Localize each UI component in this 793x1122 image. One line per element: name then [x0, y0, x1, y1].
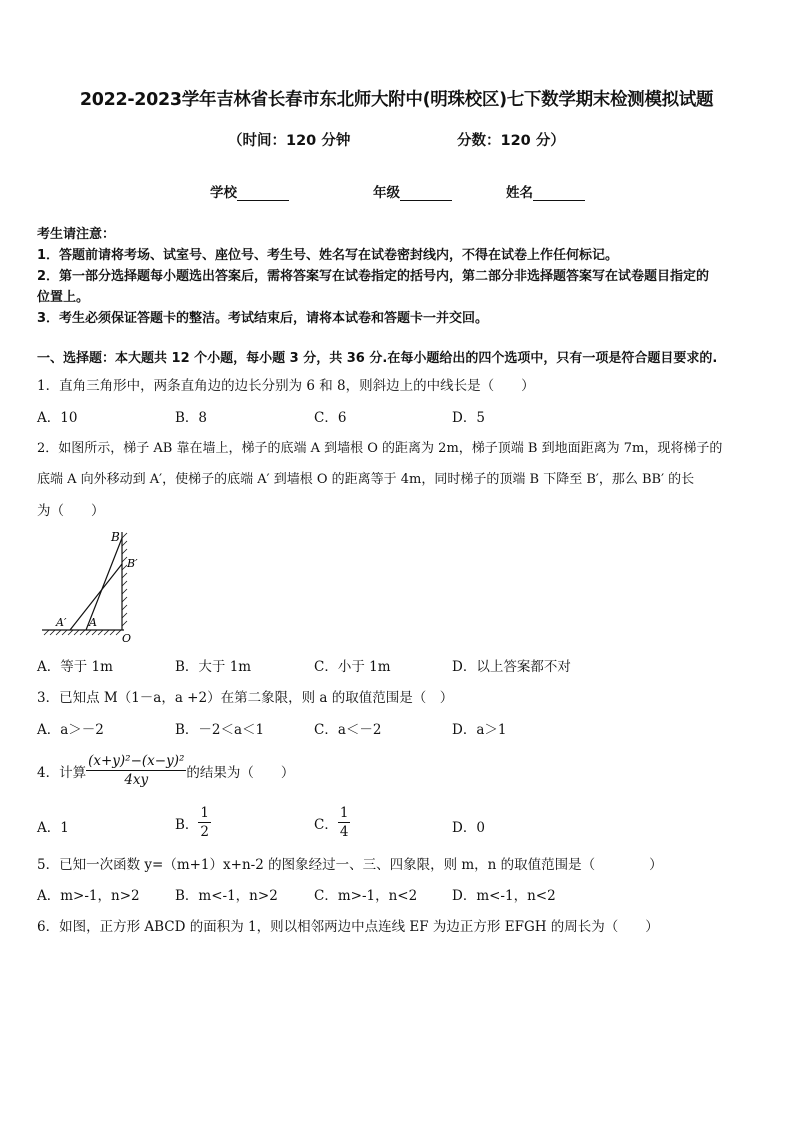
question-2-line-1: 2．如图所示，梯子 AB 靠在墙上，梯子的底端 A 到墙根 O 的距离为 2m，梯子顶端 B 到地面距离为 7m，现将梯子的 [37, 441, 723, 456]
name-blank [533, 186, 585, 201]
q4-option-d: D．0 [452, 820, 485, 836]
q1-option-d: D．5 [452, 410, 485, 426]
name-field [506, 181, 585, 201]
q5-option-b: B．m<-1，n>2 [175, 888, 278, 904]
q4-option-c [314, 804, 350, 841]
exam-score: 分数：120 分） [457, 133, 565, 149]
question-2-line-2: 底端 A 向外移动到 A′，使梯子的底端 A′ 到墙根 O 的距离等于 4m，同时梯子的顶端 B 下降至 B′，那么 BB′ 的长 [37, 472, 695, 487]
label-b-prime: B′ [127, 557, 138, 570]
q4-option-c-fraction [338, 804, 351, 841]
notice-line-1: 1．答题前请将考场、试室号、座位号、考生号、姓名写在试卷密封线内，不得在试卷上作任何标记。 [37, 248, 619, 263]
q2-option-d: D．以上答案都不对 [452, 659, 571, 675]
q2-option-c: C．小于 1m [314, 659, 391, 675]
label-a: A [89, 616, 97, 629]
q4-suffix: 的结果为（ ） [186, 764, 295, 781]
q4-denominator: 4xy [124, 772, 149, 788]
label-a-prime: A′ [56, 616, 67, 629]
name-label: 姓名 [506, 185, 533, 201]
q4-option-c-den: 4 [339, 824, 349, 840]
q5-option-d: D．m<-1，n<2 [452, 888, 556, 904]
q1-option-c: C．6 [314, 410, 347, 426]
label-o: O [122, 632, 132, 644]
ground-hatching [44, 630, 121, 635]
q4-option-c-num: 1 [339, 805, 349, 821]
notice-line-2a: 2．第一部分选择题每小题选出答案后，需将答案写在试卷指定的括号内，第二部分非选择题答案写在试卷题目指定的 [37, 269, 710, 284]
wall-hatching [122, 533, 127, 626]
q4-option-b-letter: B． [175, 816, 199, 833]
notice-line-2b: 位置上。 [37, 290, 90, 305]
label-b: B [111, 530, 120, 544]
q4-option-b-num: 1 [200, 805, 210, 821]
q1-option-a: A．10 [37, 410, 78, 426]
q4-option-c-letter: C． [314, 816, 338, 833]
q1-option-b: B．8 [175, 410, 208, 426]
q4-option-b [175, 804, 211, 841]
q4-fraction [86, 752, 186, 789]
page-title: 2022-2023学年吉林省长春市东北师大附中(明珠校区)七下数学期末检测模拟试题 [79, 90, 714, 110]
question-5-stem: 5．已知一次函数 y=（m+1）x+n-2 的图象经过一、三、四象限，则 m，n 的取值范围是（ ） [37, 857, 663, 873]
exam-time: （时间：120 分钟 [228, 133, 351, 149]
grade-field [373, 181, 452, 201]
q3-option-a: A．a＞－2 [37, 722, 104, 738]
question-3-stem: 3．已知点 M（1－a，a +2）在第二象限，则 a 的取值范围是（ ） [37, 690, 454, 706]
school-field [210, 181, 289, 201]
ladder-figure [38, 526, 148, 644]
grade-label: 年级 [373, 185, 400, 201]
q4-option-b-fraction [198, 804, 211, 841]
q4-numerator: (x+y)²−(x−y)² [88, 753, 185, 769]
q2-option-a: A．等于 1m [37, 659, 113, 675]
q3-option-b: B．－2＜a＜1 [175, 722, 265, 738]
notice-line-3: 3．考生必须保证答题卡的整洁。考试结束后，请将本试卷和答题卡一并交回。 [37, 311, 489, 326]
question-4-stem [37, 752, 294, 789]
q4-option-a: A．1 [37, 820, 69, 836]
q3-option-c: C．a＜－2 [314, 722, 382, 738]
school-label: 学校 [210, 185, 237, 201]
q5-option-a: A．m>-1，n>2 [37, 888, 140, 904]
q4-prefix: 4．计算 [37, 764, 87, 781]
q3-option-d: D．a＞1 [452, 722, 507, 738]
question-2-line-3: 为（ ） [37, 503, 105, 519]
grade-blank [400, 186, 452, 201]
question-1-stem: 1．直角三角形中，两条直角边的边长分别为 6 和 8，则斜边上的中线长是（ ） [37, 378, 535, 394]
section-heading: 一、选择题：本大题共 12 个小题，每小题 3 分，共 36 分.在每小题给出的四个选项中，只有一项是符合题目要求的. [37, 351, 718, 366]
q5-option-c: C．m>-1，n<2 [314, 888, 418, 904]
q2-option-b: B．大于 1m [175, 659, 252, 675]
notice-heading: 考生请注意： [37, 227, 116, 242]
q4-option-b-den: 2 [200, 824, 210, 840]
school-blank [237, 186, 289, 201]
question-6-stem: 6．如图，正方形 ABCD 的面积为 1，则以相邻两边中点连线 EF 为边正方形 EFGH 的周长为（ ） [37, 919, 659, 935]
